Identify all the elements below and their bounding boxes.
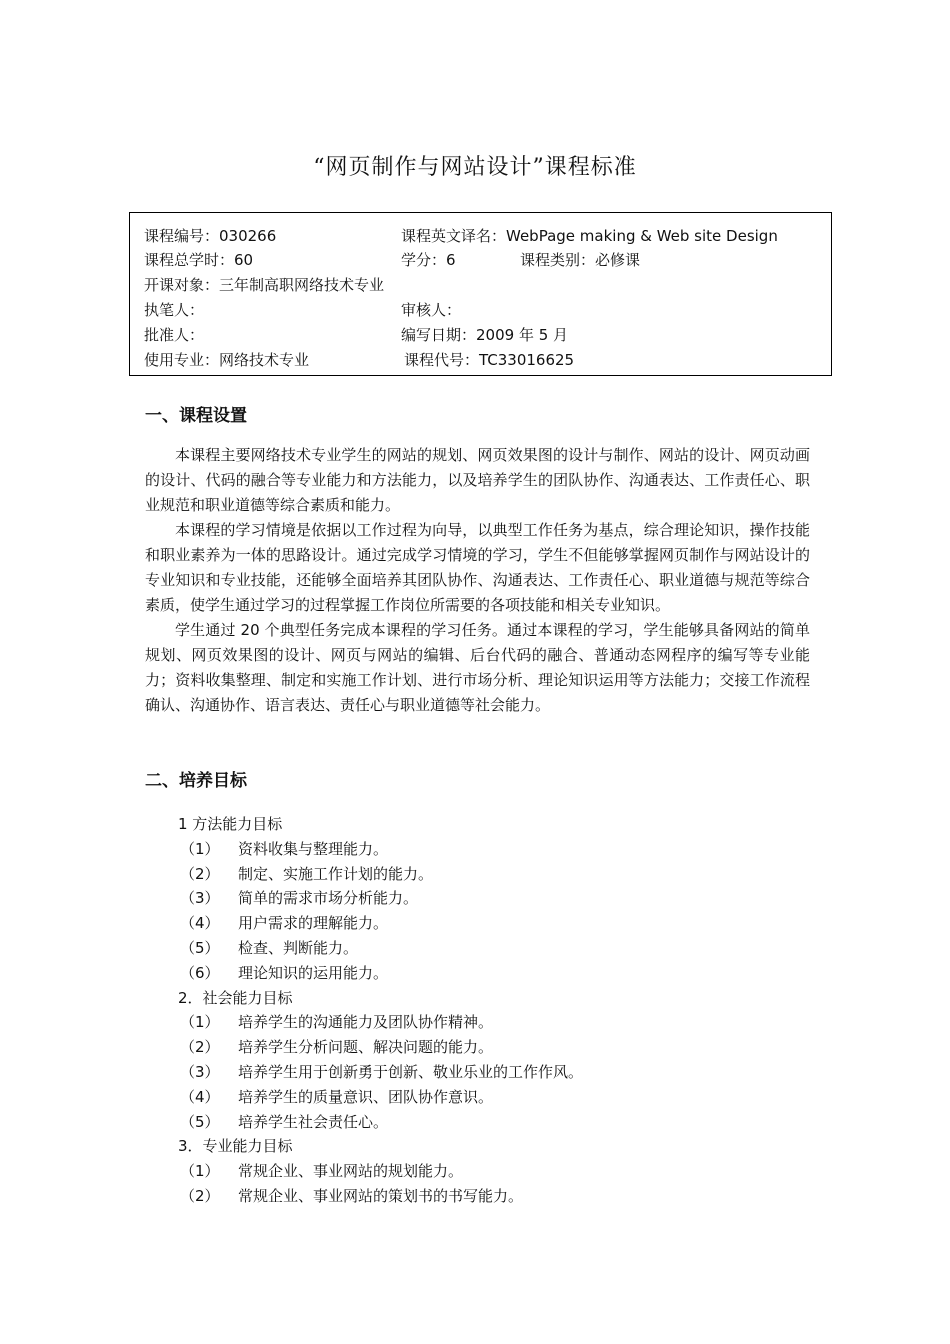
course-category: 课程类别：必修课	[520, 251, 641, 269]
course-reviewer: 审核人：	[401, 301, 462, 319]
item-number: （2）	[180, 1186, 220, 1205]
item-text: 常规企业、事业网站的规划能力。	[238, 1162, 464, 1181]
item-text: 常规企业、事业网站的策划书的书写能力。	[238, 1186, 524, 1205]
item-number: （5）	[180, 1112, 220, 1131]
item-number: （3）	[180, 1062, 220, 1081]
item-text: 简单的需求市场分析能力。	[238, 889, 419, 908]
course-english-name: 课程英文译名：WebPage making & Web site Design	[401, 227, 778, 245]
item-number: （3）	[180, 889, 220, 908]
paragraph: 本课程的学习情境是依据以工作过程为向导，以典型工作任务为基点，综合理论知识，操作技能和职业素养为一体的思路设计。通过完成学习情境的学习，学生不但能够掌握网页制作与网站设计的专业知识和专业技能，还能够全面培养其团队协作、沟通表达、工作责任心、职业道德与规范等综合素质，使学生通过学习的过程掌握工作岗位所需要的各项技能和相关专业知识。	[145, 521, 810, 614]
item-text: 制定、实施工作计划的能力。	[238, 864, 434, 883]
course-number: 课程编号：030266	[144, 227, 277, 245]
list-item	[180, 862, 583, 887]
document-title: “网页制作与网站设计”课程标准	[313, 155, 637, 180]
course-setup-body	[145, 443, 810, 718]
item-text: 用户需求的理解能力。	[238, 914, 389, 933]
item-text: 培养学生用于创新勇于创新、敬业乐业的工作作风。	[238, 1062, 584, 1081]
course-date: 编写日期：2009 年 5 月	[401, 326, 569, 344]
list-item	[180, 1010, 583, 1035]
course-target: 开课对象：三年制高职网络技术专业	[144, 276, 385, 294]
item-number: （1）	[180, 1162, 220, 1181]
item-number: （1）	[180, 1013, 220, 1032]
item-text: 培养学生的质量意识、团队协作意识。	[238, 1087, 494, 1106]
item-text: 培养学生的沟通能力及团队协作精神。	[238, 1013, 494, 1032]
list-item	[180, 911, 583, 936]
item-number: （6）	[180, 963, 220, 982]
list-item	[180, 1184, 583, 1209]
goal-group-title: 1 方法能力目标	[178, 815, 283, 833]
list-item	[180, 886, 583, 911]
paragraph: 本课程主要网络技术专业学生的网站的规划、网页效果图的设计与制作、网站的设计、网页动画的设计、代码的融合等专业能力和方法能力，以及培养学生的团队协作、沟通表达、工作责任心、职业规范和职业道德等综合素质和能力。	[145, 446, 810, 514]
item-number: （2）	[180, 864, 220, 883]
item-number: （2）	[180, 1038, 220, 1057]
list-item	[180, 1110, 583, 1135]
course-major: 使用专业：网络技术专业	[144, 351, 310, 369]
course-info-box	[129, 212, 832, 376]
item-text: 培养学生分析问题、解决问题的能力。	[238, 1038, 494, 1057]
course-approver: 批准人：	[144, 326, 205, 344]
goal-group-title: 3．专业能力目标	[178, 1137, 293, 1156]
section-heading-course-setup: 一、课程设置	[145, 406, 247, 426]
item-text: 资料收集与整理能力。	[238, 839, 389, 858]
list-item	[180, 1159, 583, 1184]
item-number: （1）	[180, 839, 220, 858]
item-number: （5）	[180, 938, 220, 957]
goal-group-title: 2．社会能力目标	[178, 988, 293, 1007]
list-item	[180, 1060, 583, 1085]
course-code: 课程代号：TC33016625	[404, 351, 575, 369]
section-heading-training-goals: 二、培养目标	[145, 771, 247, 791]
course-credits: 学分：6	[401, 251, 456, 269]
item-text: 检查、判断能力。	[238, 938, 359, 957]
item-number: （4）	[180, 914, 220, 933]
training-goals-list	[178, 812, 583, 1209]
item-number: （4）	[180, 1087, 220, 1106]
list-item	[180, 1035, 583, 1060]
list-item	[180, 961, 583, 986]
item-text: 理论知识的运用能力。	[238, 963, 389, 982]
item-text: 培养学生社会责任心。	[238, 1112, 389, 1131]
paragraph: 学生通过 20 个典型任务完成本课程的学习任务。通过本课程的学习，学生能够具备网站的简单规划、网页效果图的设计、网页与网站的编辑、后台代码的融合、普通动态网程序的编写等专业能力；资料收集整理、制定和实施工作计划、进行市场分析、理论知识运用等方法能力；交接工作流程确认、沟通协作、语言表达、责任心与职业道德等社会能力。	[145, 621, 810, 714]
course-total-hours: 课程总学时：60	[144, 251, 254, 269]
list-item	[180, 837, 583, 862]
list-item	[180, 936, 583, 961]
course-author: 执笔人：	[144, 301, 205, 319]
list-item	[180, 1085, 583, 1110]
